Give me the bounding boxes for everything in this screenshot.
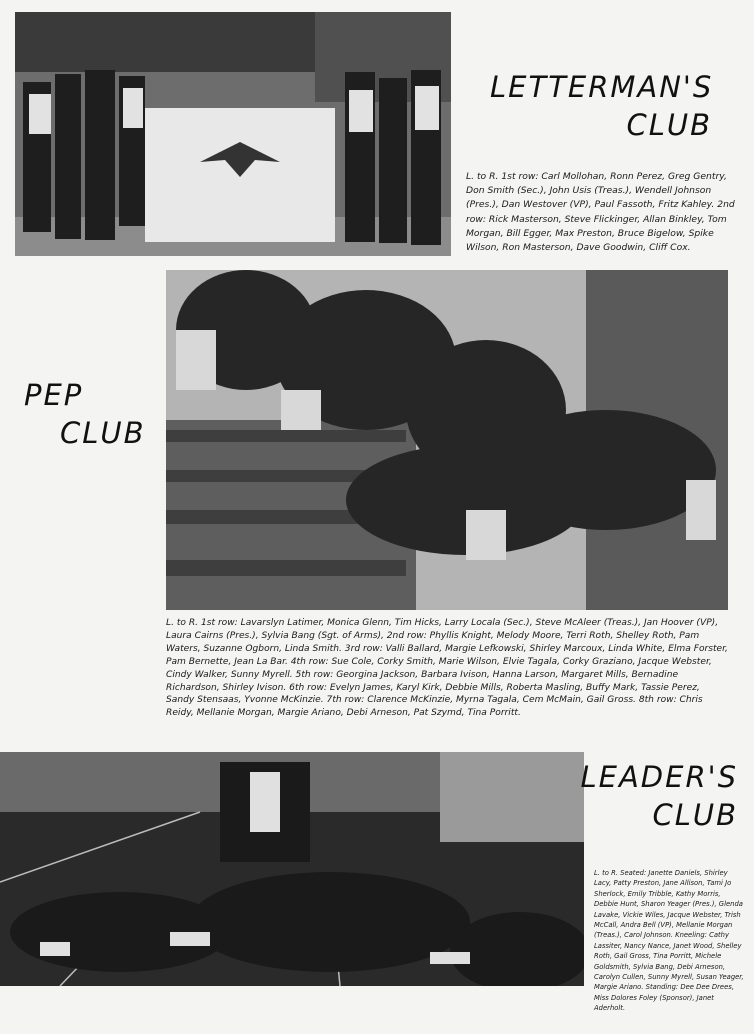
title-line: CLUB	[626, 108, 712, 142]
title-line: LEADER'S	[580, 760, 738, 794]
title-line: LETTERMAN'S	[490, 70, 714, 104]
title-line: PEP	[24, 378, 84, 412]
letterman-club-group-photo	[15, 12, 451, 256]
leaders-club-title	[530, 758, 738, 834]
title-line: CLUB	[652, 798, 738, 832]
leaders-club-group-photo	[0, 752, 584, 986]
letterman-club-title	[490, 68, 712, 144]
pep-club-title	[24, 376, 146, 452]
pep-club-caption: L. to R. 1st row: Lavarslyn Latimer, Monica Glenn, Tim Hicks, Larry Locala (Sec.), Steve McAleer (Treas.), Jan Hoover (VP), Laura Cairns (Pres.), Sylvia Bang (Sgt. of Arms), 2nd row: Phyllis Knight, Melody Moore, Terri Roth, Shelley Roth, Pam Waters, Suzanne Ogborn, Linda Smith. 3rd row: Valli Ballard, Margie Lefkowski, Shirley Marcoux, Linda White, Elma Forster, Pam Bernette, Jean La Bar. 4th row: Sue Cole, Corky Smith, Marie Wilson, Elvie Tagala, Corky Graziano, Jacque Webster, Cindy Walker, Sunny Myrell. 5th row: Georgina Jackson, Barbara Ivison, Hanna Larson, Margaret Mills, Bernadine Richardson, Shirley Ivison. 6th row: Evelyn James, Karyl Kirk, Debbie Mills, Roberta Masling, Buffy Mark, Tassie Perez, Sandy Stensaas, Yvonne McKinzie. 7th row: Clarence McKinzie, Myrna Tagala, Cem McMain, Gail Gross. 8th row: Chris Reidy, Mellanie Morgan, Margie Ariano, Debi Arneson, Pat Szymd, Tina Porritt.	[166, 618, 728, 719]
pep-club-group-photo	[166, 270, 728, 610]
title-line: CLUB	[60, 416, 146, 450]
letterman-club-caption: L. to R. 1st row: Carl Mollohan, Ronn Perez, Greg Gentry, Don Smith (Sec.), John Usis (Treas.), Wendell Johnson (Pres.), Dan Westover (VP), Paul Fassoth, Fritz Kahley. 2nd row: Rick Masterson, Steve Flickinger, Allan Binkley, Tom Morgan, Bill Egger, Max Preston, Bruce Bigelow, Spike Wilson, Ron Masterson, Dave Goodwin, Cliff Cox.	[466, 171, 735, 254]
leaders-club-caption: L. to R. Seated: Janette Daniels, Shirley Lacy, Patty Preston, Jane Allison, Tami Jo Sherlock, Emily Tribble, Kathy Morris, Debbie Hunt, Sharon Yeager (Pres.), Glenda Lavake, Vickie Wiles, Jacque Webster, Trish McCall, Andra Bell (VP), Mellanie Morgan (Treas.), Carol Johnson. Kneeling: Cathy Lassiter, Nancy Nance, Janet Wood, Shelley Roth, Gail Gross, Tina Porritt, Michele Goldsmith, Sylvia Bang, Debi Arneson, Carolyn Cullen, Sunny Myrell, Susan Yeager, Margie Ariano. Standing: Dee Dee Drees, Miss Dolores Foley (Sponsor), Janet Aderholt.	[594, 869, 744, 1013]
